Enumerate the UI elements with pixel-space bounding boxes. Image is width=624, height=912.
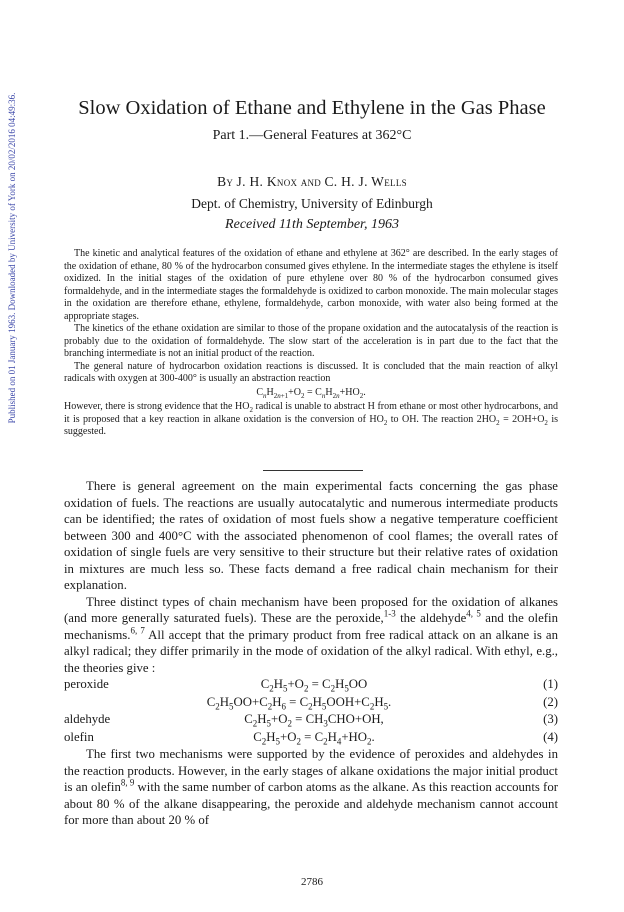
section-divider: [263, 470, 363, 471]
abstract-equation: $C_nH_{2n+1}+O_2 = C_nH_{2n}+HO_2$.: [256, 386, 366, 400]
equation-label-olefin: olefin: [64, 729, 94, 744]
author-wells: C. H. J. Wells: [324, 174, 407, 189]
equation-3: aldehyde $C_2H_5+O_2 = CH_3CHO+OH$, (3): [64, 712, 558, 729]
affiliation: Dept. of Chemistry, University of Edinburgh: [191, 196, 433, 211]
body-text: [64, 478, 558, 829]
citation-1-3: 1-3: [383, 608, 396, 619]
body-paragraph-2: Three distinct types of chain mechanism have been proposed for the oxidation of alkanes (and more generally saturated fuels). These are the peroxide,$^{1-3}$ the aldehyde$^{4, 5}$ and the olefin mechanisms.$^{6, 7}$ All accept that the primary product from free radical attack on an alkane is an alkyl radical; they differ primarily in the mode of oxidation of the alkyl radical. With ethyl, e.g., the theories give :: [64, 594, 558, 675]
equation-4: olefin $C_2H_5+O_2 = C_2H_4+HO_2$. (4): [64, 729, 558, 747]
mechanism-equations: [64, 676, 558, 746]
equation-number-2: (2): [543, 694, 558, 709]
abstract: [64, 248, 558, 439]
abstract-paragraph-1: The kinetic and analytical features of the oxidation of ethane and ethylene at 362° are described. In the early stages of the oxidation of ethane, 80 % of the hydrocarbon consumed gives ethylene. In the intermediate stages the ethylene is itself oxidized. In the initial stages of the oxidation of pure ethylene over 80 % of the hydrocarbon consumed gives formaldehyde, and in the intermediate stages the formaldehyde is oxidized to carbon monoxide. The main molecular stages in the oxidation are therefore ethane, ethylene, formaldehyde, carbon monoxide, with water also being formed at the appropriate stages.: [64, 248, 558, 322]
and-label: and: [300, 174, 322, 189]
citation-4-5: 4, 5: [466, 608, 481, 619]
equation-2: $C_2H_5OO+C_2H_6 = C_2H_5OOH+C_2H_5$. (2): [206, 694, 558, 712]
equation-number-1: (1): [543, 677, 558, 691]
author-line: [0, 173, 624, 191]
equation-label-aldehyde: aldehyde: [64, 712, 111, 726]
abstract-paragraph-4: However, there is strong evidence that the $HO_2$ radical is unable to abstract H from ethane or most other hydrocarbons, and it is proposed that a key reaction in alkane oxidation is the conversion of $HO_2$ to OH. The reaction $2HO_2 = 2OH+O_2$ is suggested.: [64, 401, 559, 437]
author-knox: J. H. Knox: [236, 174, 298, 189]
body-paragraph-1: There is general agreement on the main experimental facts concerning the gas phase oxidation of fuels. The reactions are usually autocatalytic and numerous intermediate products can be identified; the rates of oxidation of most fuels show a negative temperature coefficient between 300 and 400°C with the associated phenomenon of cool flames; the overall rates of oxidation of single fuels are very sensitive to their structure but their relative rates of oxidation in mixtures are much less so. These facts demand a free radical chain mechanism for their explanation.: [64, 479, 558, 592]
citation-6-7: 6, 7: [130, 625, 145, 636]
equation-1: peroxide $C_2H_5+O_2 = C_2H_5OO$ (1): [64, 677, 558, 694]
abstract-paragraph-3: The general nature of hydrocarbon oxidation reactions is discussed. It is concluded that the main reaction of alkyl radicals with oxygen at 300-400° is usually an abstraction reaction: [64, 360, 558, 384]
equation-number-4: (4): [543, 729, 558, 744]
received-date: Received 11th September, 1963: [225, 217, 399, 232]
body-paragraph-3: The first two mechanisms were supported by the evidence of peroxides and aldehydes in the reaction products. However, in the early stages of alkane oxidations the major initial product is an olefin$^{8, 9}$ with the same number of carbon atoms as the alkane. As this reaction accounts for about 80 % of the alkane disappearing, the peroxide and aldehyde mechanism cannot account for more than about 20 % of: [64, 747, 558, 827]
article-subtitle: Part 1.—General Features at 362°C: [212, 128, 412, 143]
by-label: By: [217, 174, 234, 189]
abstract-paragraph-2: The kinetics of the ethane oxidation are similar to those of the propane oxidation and the autocatalysis of the reaction is probably due to the oxidation of formaldehyde. The slow start of the acceleration is in part due to the fact that the branching intermediate is not an initial product of the reaction.: [64, 323, 558, 359]
citation-8-9: 8, 9: [120, 777, 135, 788]
equation-label-peroxide: peroxide: [64, 677, 109, 691]
article-title: Slow Oxidation of Ethane and Ethylene in the Gas Phase: [78, 97, 546, 119]
page-number: 2786: [301, 876, 323, 888]
equation-number-3: (3): [543, 712, 558, 726]
download-watermark: Published on 01 January 1963. Downloaded by University of York on 20/02/2016 04:49:36.: [7, 92, 17, 424]
